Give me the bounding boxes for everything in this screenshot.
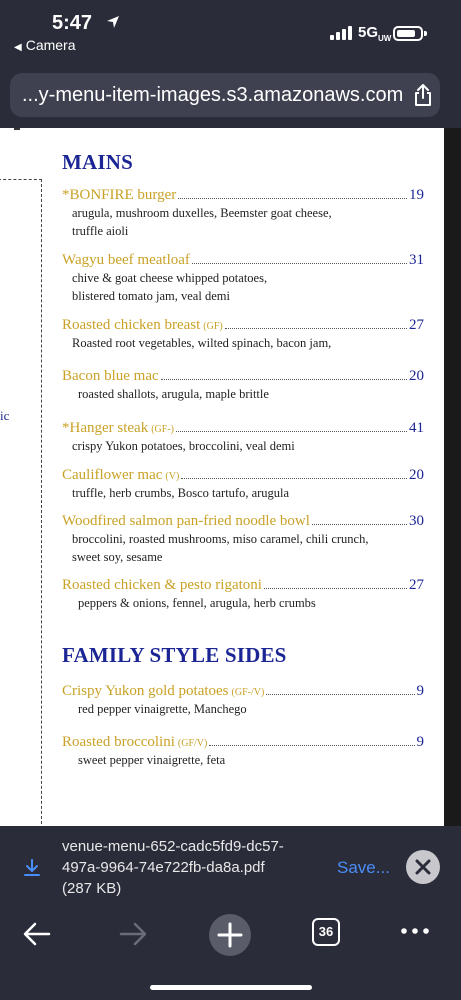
item-desc: peppers & onions, fennel, arugula, herb crumbs xyxy=(78,596,316,610)
item-name: Bacon blue mac xyxy=(62,368,159,384)
item-desc: truffle aioli xyxy=(72,224,129,238)
item-tag: (GF) xyxy=(203,321,223,332)
download-icon xyxy=(22,858,42,878)
section-title-mains: MAINS xyxy=(62,150,134,174)
item-price: 30 xyxy=(409,513,424,529)
close-icon xyxy=(415,859,431,875)
item-price: 9 xyxy=(416,734,424,750)
cut-off-text: ic xyxy=(0,408,10,423)
item-name: Crispy Yukon gold potatoes xyxy=(62,683,229,699)
menu-item xyxy=(62,317,424,352)
menu-item xyxy=(62,252,424,305)
item-desc: crispy Yukon potatoes, broccolini, veal demi xyxy=(72,439,295,453)
save-button[interactable]: Save... xyxy=(337,858,390,877)
menu-item xyxy=(62,513,424,566)
item-price: 20 xyxy=(409,368,424,384)
item-desc: red pepper vinaigrette, Manchego xyxy=(78,702,247,716)
status-bar xyxy=(0,0,461,60)
menu-item xyxy=(62,187,424,240)
item-name: Wagyu beef meatloaf xyxy=(62,252,190,268)
home-indicator xyxy=(150,985,312,990)
item-desc: blistered tomato jam, veal demi xyxy=(72,289,230,303)
close-download-button[interactable] xyxy=(406,850,440,884)
menu-item xyxy=(62,683,424,718)
address-bar[interactable] xyxy=(10,73,440,117)
battery-tip xyxy=(424,31,427,36)
item-desc: arugula, mushroom duxelles, Beemster goat cheese, xyxy=(72,206,332,220)
item-desc: broccolini, roasted mushrooms, miso caramel, chili crunch, xyxy=(72,532,369,546)
item-tag: (GF/V) xyxy=(177,738,208,749)
page-viewport[interactable] xyxy=(0,128,461,826)
menu-item xyxy=(62,734,424,769)
section-title-sides: FAMILY STYLE SIDES xyxy=(62,643,287,667)
item-desc: roasted shallots, arugula, maple brittle xyxy=(78,387,269,401)
item-name: *Hanger steak xyxy=(62,420,149,436)
back-app-label: Camera xyxy=(25,37,76,53)
item-name: Cauliflower mac xyxy=(62,467,163,483)
item-tag: (GF-/V) xyxy=(231,687,265,698)
item-price: 41 xyxy=(409,420,424,436)
item-desc: chive & goat cheese whipped potatoes, xyxy=(72,271,268,285)
menu-item xyxy=(62,467,424,502)
item-desc: sweet pepper vinaigrette, feta xyxy=(78,753,226,767)
item-name: Roasted chicken breast xyxy=(62,317,201,333)
back-to-app-link[interactable] xyxy=(14,37,76,53)
cellular-signal-icon xyxy=(330,26,352,40)
item-tag: (V) xyxy=(165,471,180,482)
plus-icon xyxy=(209,914,251,956)
download-bar xyxy=(0,826,461,908)
battery-icon xyxy=(393,26,423,41)
download-filename: venue-menu-652-cadc5fd9-dc57-497a-9964-74e722fb-da8a.pdf (287 KB) xyxy=(62,838,284,897)
menu-item xyxy=(62,368,424,403)
location-arrow-icon xyxy=(106,15,120,29)
item-desc: Roasted root vegetables, wilted spinach, bacon jam, xyxy=(72,336,332,350)
new-tab-button[interactable] xyxy=(209,914,251,956)
browser-address-area xyxy=(0,60,461,128)
item-desc: truffle, herb crumbs, Bosco tartufo, arugula xyxy=(72,486,290,500)
item-desc: sweet soy, sesame xyxy=(72,550,163,564)
item-price: 31 xyxy=(409,252,424,268)
item-name: Roasted broccolini xyxy=(62,734,175,750)
pdf-document xyxy=(0,128,444,826)
more-options-icon[interactable] xyxy=(400,926,430,936)
menu-item xyxy=(62,420,424,455)
dashed-border xyxy=(0,179,42,826)
share-icon[interactable] xyxy=(412,83,434,107)
browser-toolbar xyxy=(0,908,461,1000)
back-arrow-icon[interactable] xyxy=(22,920,52,948)
menu-item xyxy=(62,577,424,612)
item-tag: (GF-) xyxy=(151,424,174,435)
item-price: 9 xyxy=(416,683,424,699)
item-name: Woodfired salmon pan-fried noodle bowl xyxy=(62,513,310,529)
status-time: 5:47 xyxy=(52,12,93,34)
network-indicator: $5G_{UW}$ xyxy=(358,24,392,43)
page-fragment-mark xyxy=(14,128,20,130)
item-price: 27 xyxy=(409,317,424,333)
tab-switcher-button[interactable]: 36 xyxy=(312,918,340,946)
item-name: *BONFIRE burger xyxy=(62,187,177,203)
item-price: 19 xyxy=(409,187,424,203)
forward-arrow-icon[interactable] xyxy=(118,920,148,948)
back-triangle-icon: ◀ xyxy=(14,42,22,53)
item-price: 20 xyxy=(409,467,424,483)
item-price: 27 xyxy=(409,577,424,593)
url-text[interactable]: ...y-menu-item-images.s3.amazonaws.com xyxy=(22,84,404,106)
item-name: Roasted chicken & pesto rigatoni xyxy=(62,577,262,593)
